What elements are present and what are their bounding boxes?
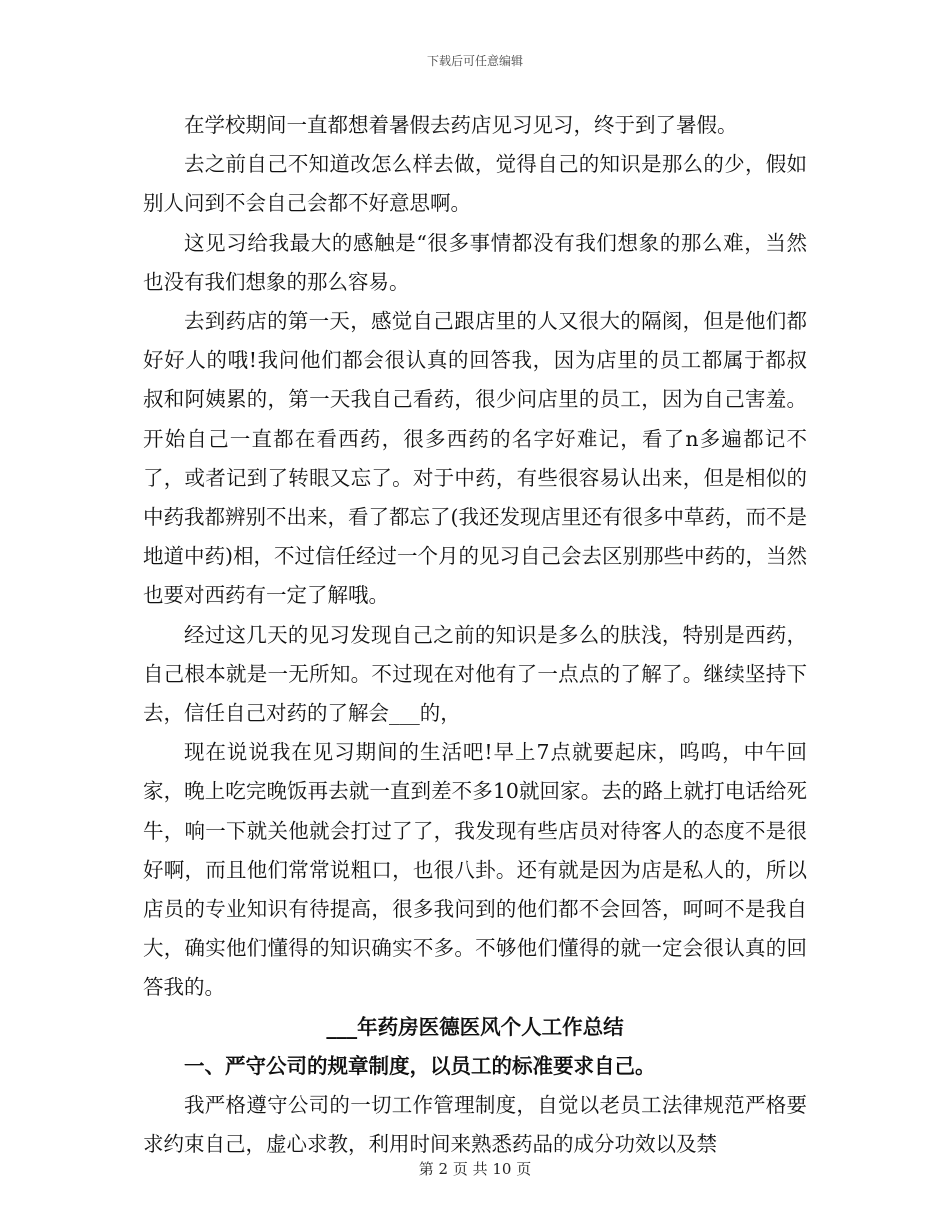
paragraph-2: 去之前自己不知道改怎么样去做，觉得自己的知识是那么的少，假如别人问到不会自己会都不好意思啊。 [143,152,807,216]
paragraph-5: 经过这几天的见习发现自己之前的知识是多么的肤浅，特别是西药，自己根本就是一无所知。不过现在对他有了一点点的了解了。继续坚持下去，信任自己对药的了解会___的， [143,622,807,726]
section-title: ___年药房医德医风个人工作总结 [326,1014,624,1039]
paragraph-4: 去到药店的第一天，感觉自己跟店里的人又很大的隔阂，但是他们都好好人的哦!我问他们都会很认真的回答我，因为店里的员工都属于都叔叔和阿姨累的，第一天我自己看药，很少问店里的员工，因为自己害羞。开始自己一直都在看西药，很多西药的名字好难记，看了n多遍都记不了，或者记到了转眼又忘了。对于中药，有些很容易认出来，但是相似的中药我都辨别不出来，看了都忘了(我还发现店里还有很多中草药，而不是地道中药)相，不过信任经过一个月的见习自己会去区别那些中药的，当然也要对西药有一定了解哦。 [143,309,807,608]
page-header: 下载后可任意编辑 [426,54,523,68]
paragraph-1: 在学校期间一直都想着暑假去药店见习见习，终于到了暑假。 [184,113,738,137]
paragraph-6: 现在说说我在见习期间的生活吧!早上7点就要起床，呜呜，中午回家，晚上吃完晚饭再去就一直到差不多10就回家。去的路上就打电话给死牛，响一下就关他就会打过了了，我发现有些店员对待客人的态度不是很好啊，而且他们常常说粗口，也很八卦。还有就是因为店是私人的，所以店员的专业知识有待提高，很多我问到的他们都不会回答，呵呵不是我自大，确实他们懂得的知识确实不多。不够他们懂得的就一定会很认真的回答我的。 [143,740,807,1000]
paragraph-3: 这见习给我最大的感触是“很多事情都没有我们想象的那么难，当然也没有我们想象的那么容易。 [143,230,807,294]
document-body [143,106,807,1164]
subsection-title: 一、严守公司的规章制度，以员工的标准要求自己。 [184,1053,656,1078]
page-footer: 第 2 页 共 10 页 [418,1160,532,1178]
paragraph-7: 我严格遵守公司的一切工作管理制度，自觉以老员工法律规范严格要求约束自己，虚心求教，利用时间来熟悉药品的成分功效以及禁 [143,1093,807,1157]
